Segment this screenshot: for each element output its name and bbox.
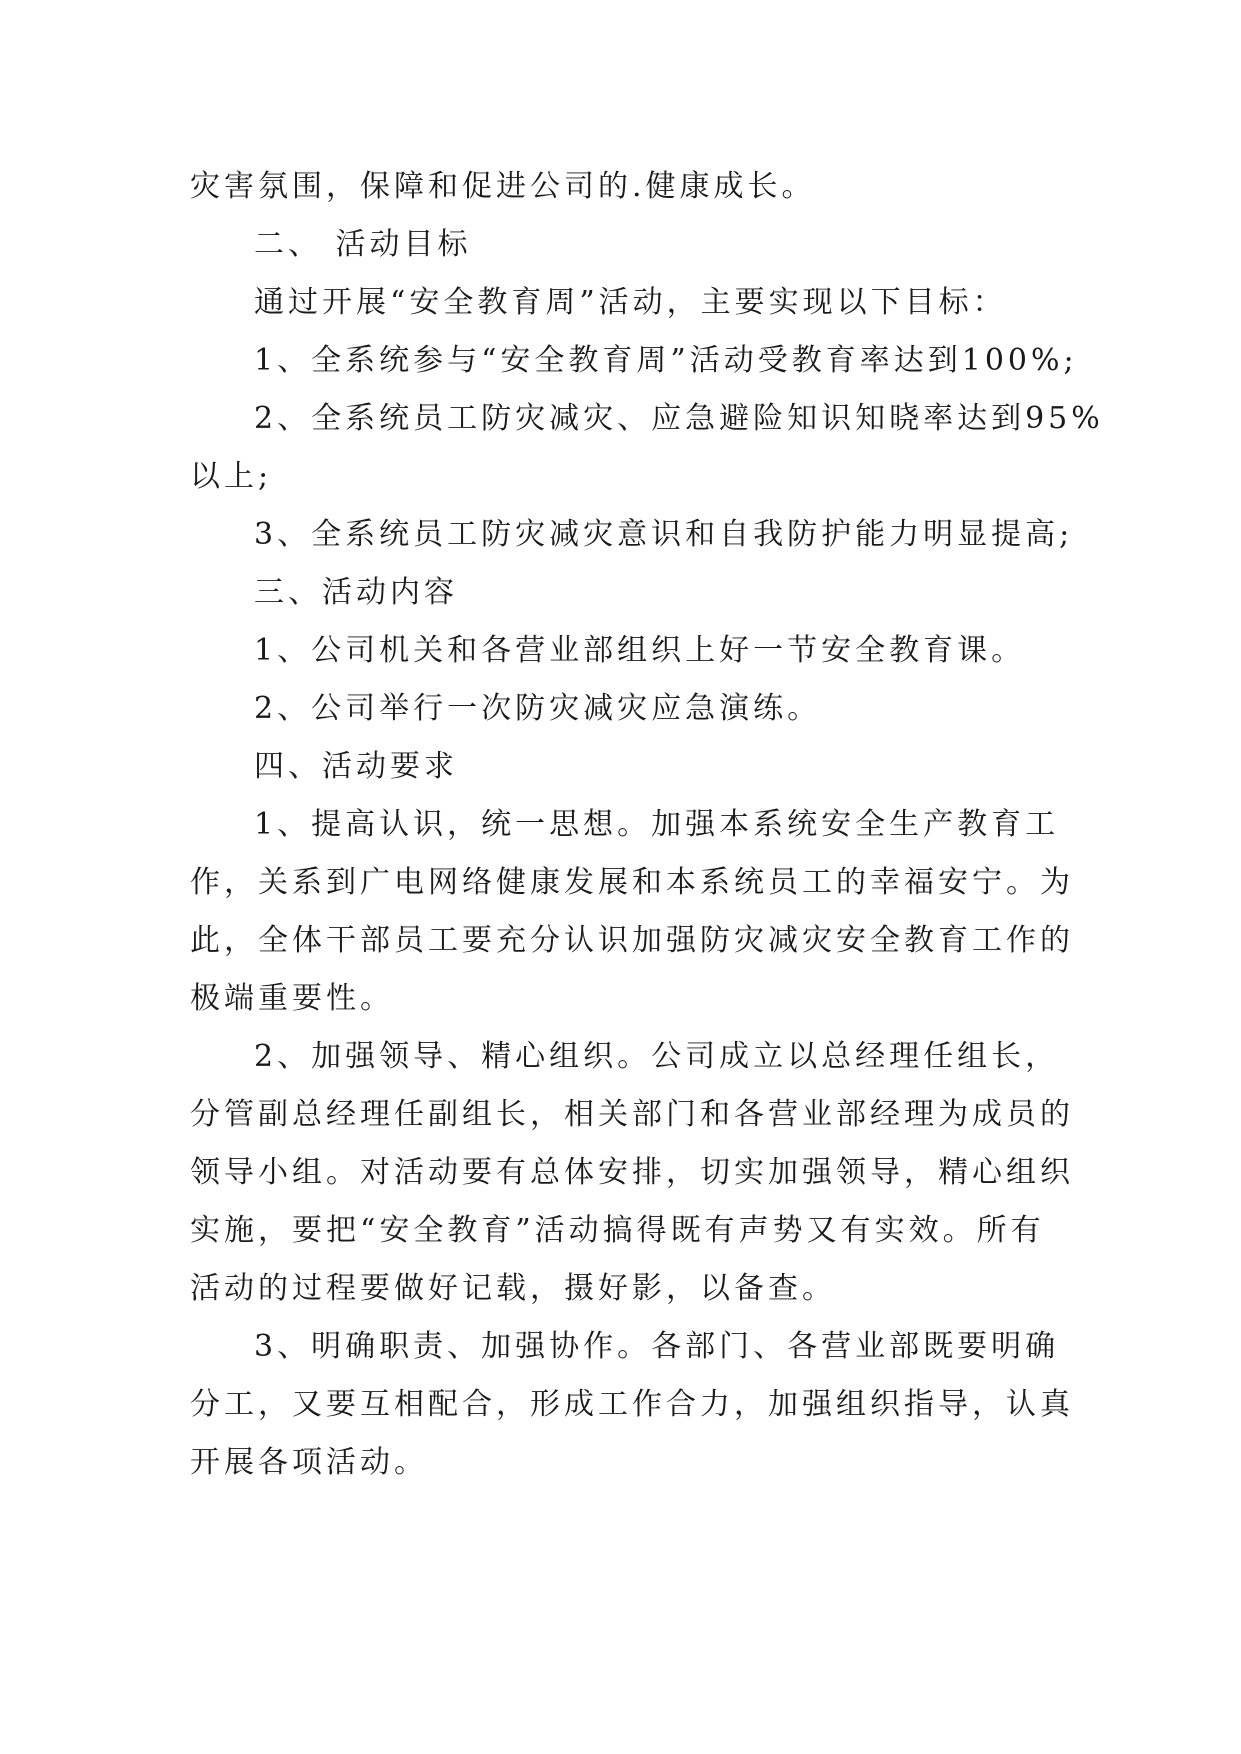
document-body xyxy=(190,158,1104,1492)
list-item: 1、提高认识，统一思想。加强本系统安全生产教育工 xyxy=(254,807,1060,842)
text-line: 此，全体干部员工要充分认识加强防灾减灾安全教育工作的 xyxy=(190,923,1074,958)
text-line: 极端重要性。 xyxy=(190,981,394,1016)
list-item: 2、公司举行一次防灾减灾应急演练。 xyxy=(254,691,822,726)
text-line: 分管副总经理任副组长，相关部门和各营业部经理为成员的 xyxy=(190,1097,1074,1132)
list-item: 3、明确职责、加强协作。各部门、各营业部既要明确 xyxy=(254,1329,1060,1364)
section-heading-requirements: 四、活动要求 xyxy=(254,749,458,784)
list-item: 2、全系统员工防灾减灾、应急避险知识知晓率达到95% xyxy=(254,401,1104,436)
text-line: 开展各项活动。 xyxy=(190,1445,428,1480)
list-item: 1、全系统参与“安全教育周”活动受教育率达到100%; xyxy=(254,343,1078,378)
section-heading-content: 三、活动内容 xyxy=(254,575,458,610)
text-line: 实施，要把“安全教育”活动搞得既有声势又有实效。所有 xyxy=(190,1213,1045,1248)
text-line: 通过开展“安全教育周”活动，主要实现以下目标： xyxy=(254,285,1007,320)
text-line: 以上; xyxy=(190,459,273,494)
text-line: 灾害氛围，保障和促进公司的.健康成长。 xyxy=(190,169,816,204)
text-line: 活动的过程要做好记载，摄好影，以备查。 xyxy=(190,1271,836,1306)
text-line: 分工，又要互相配合，形成工作合力，加强组织指导，认真 xyxy=(190,1387,1074,1422)
list-item: 2、加强领导、精心组织。公司成立以总经理任组长， xyxy=(254,1039,1060,1074)
text-line: 领导小组。对活动要有总体安排，切实加强领导，精心组织 xyxy=(190,1155,1074,1190)
section-heading-goals: 二、 活动目标 xyxy=(254,227,472,262)
list-item: 1、公司机关和各营业部组织上好一节安全教育课。 xyxy=(254,633,1026,668)
text-line: 作，关系到广电网络健康发展和本系统员工的幸福安宁。为 xyxy=(190,865,1074,900)
list-item: 3、全系统员工防灾减灾意识和自我防护能力明显提高; xyxy=(254,517,1074,552)
